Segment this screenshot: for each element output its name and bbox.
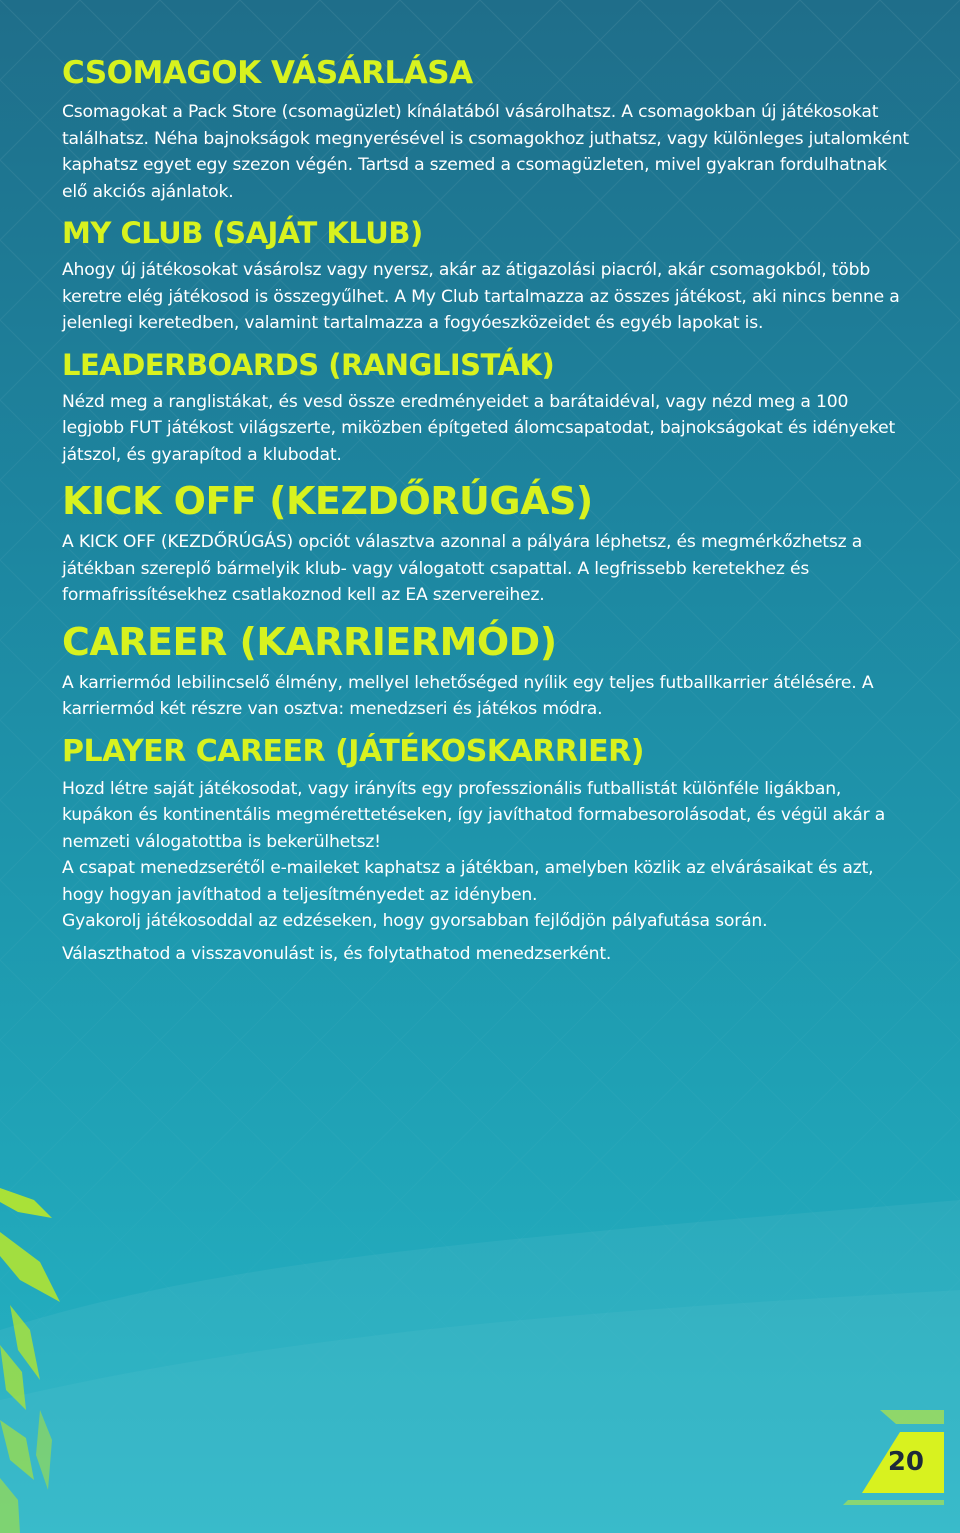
section-paragraph: Gyakorolj játékosoddal az edzéseken, hogy gyorsabban fejlődjön pályafutása során. <box>62 911 768 931</box>
section-paragraph: Csomagokat a Pack Store (csomagüzlet) kínálatából vásárolhatsz. A csomagokban új játékosokat találhatsz. Néha bajnokságok megnyerésével is csomagokhoz juthatsz, vagy különleges jutalomként kaphatsz egyet egy szezon végén. Tartsd a szemed a csomagüzleten, mivel gyakran fordulhatnak elő akciós ajánlatok. <box>62 102 909 202</box>
section-title: CAREER (KARRIERMÓD) <box>62 619 557 664</box>
section-title: MY CLUB (SAJÁT KLUB) <box>62 216 423 250</box>
section-title: LEADERBOARDS (RANGLISTÁK) <box>62 347 555 382</box>
section-title: PLAYER CAREER (JÁTÉKOSKARRIER) <box>62 733 644 769</box>
page-number-badge <box>814 1433 944 1493</box>
section-paragraph: Ahogy új játékosokat vásárolsz vagy nyersz, akár az átigazolási piacról, akár csomagokból, több keretre elég játékosod is összegyűlhet. A My Club tartalmazza az összes játékost, aki nincs benne a jelenlegi keretedben, valamint tartalmazza a fogyóeszközeidet és egyéb lapokat is. <box>62 260 900 333</box>
section-paragraph: A karriermód lebilincselő élmény, mellyel lehetőséged nyílik egy teljes futballkarrier átélésére. A karriermód két részre van osztva: menedzseri és játékos módra. <box>62 672 874 719</box>
section-paragraph: A csapat menedzserétől e-maileket kaphatsz a játékban, amelyben közlik az elvárásaikat és azt, hogy hogyan javíthatod a teljesítményedet az idényben. <box>62 858 874 905</box>
section-leaderboards <box>62 347 912 469</box>
section-paragraph: Hozd létre saját játékosodat, vagy irányíts egy professzionális futballistát különféle ligákban, kupákon és kontinentális megmérettetéseken, így javíthatod formabesorolásodat, és végül akár a nemzeti válogatottba is bekerülhetsz! <box>62 778 886 852</box>
section-title: CSOMAGOK VÁSÁRLÁSA <box>62 55 473 91</box>
section-paragraph: A KICK OFF (KEZDŐRÚGÁS) opciót választva azonnal a pályára léphetsz, és megmérkőzhetsz a játékban szereplő bármelyik klub- vagy válogatott csapattal. A legfrissebb keretekhez és formafrissítésekhez csatlakoznod kell az EA szervereihez. <box>62 532 863 605</box>
page-number: 20 <box>887 1447 924 1477</box>
section-title: KICK OFF (KEZDŐRÚGÁS) <box>62 479 593 523</box>
section-kick-off <box>62 479 912 609</box>
main-content <box>62 55 912 967</box>
section-player-career <box>62 733 912 968</box>
section-career <box>62 619 912 723</box>
section-my-club <box>62 216 912 337</box>
section-packs <box>62 55 912 205</box>
section-paragraph: Nézd meg a ranglistákat, és vesd össze eredményeidet a barátaidéval, vagy nézd meg a 100 legjobb FUT játékost világszerte, miközben építgeted álomcsapatodat, bajnokságokat és idényeket játszol, és gyarapítod a klubodat. <box>62 391 896 465</box>
section-paragraph: Választhatod a visszavonulást is, és folytathatod menedzserként. <box>62 943 612 964</box>
